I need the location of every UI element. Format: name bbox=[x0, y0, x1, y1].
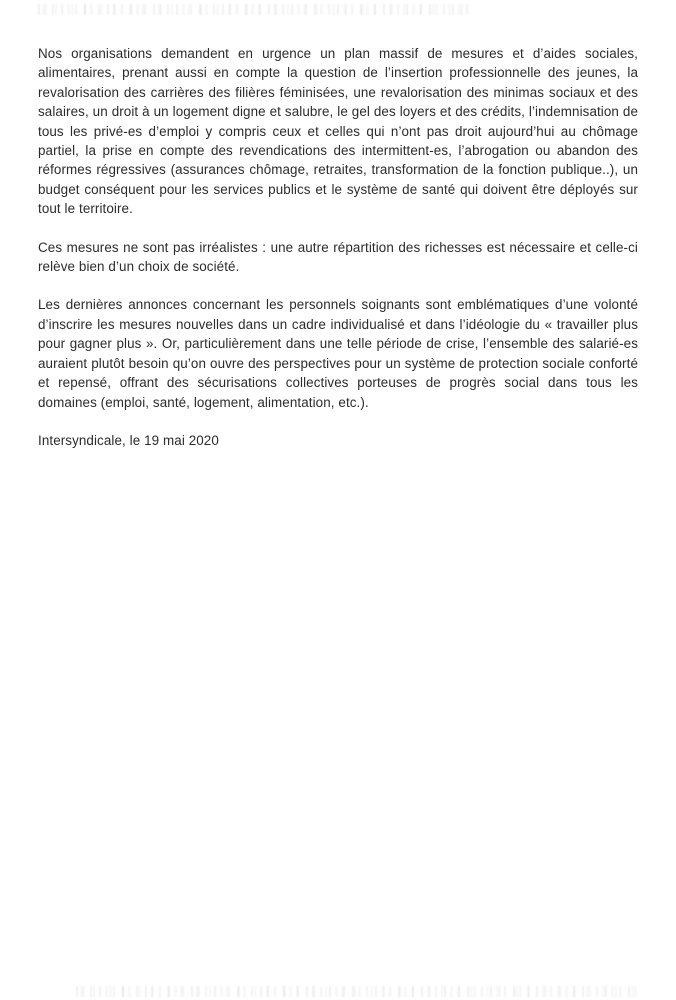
page-edge-scan-artifact-bottom bbox=[76, 986, 638, 997]
page-edge-scan-artifact-top bbox=[38, 4, 470, 15]
document-body bbox=[38, 44, 638, 469]
signature-line: Intersyndicale, le 19 mai 2020 bbox=[38, 432, 219, 448]
paragraph-personnels-soignants: Les dernières annonces concernant les personnels soignants sont emblématiques d’une volonté d’inscrire les mesures nouvelles dans un cadre individualisé et dans l’idéologie du « travailler plus pour gagner plus ». Or, particulièrement dans une telle période de crise, l’ensemble des salarié-es auraient plutôt besoin qu’on ouvre des perspectives pour un système de protection sociale conforté et repensé, offrant des sécurisations collectives porteuses de progrès social dans tous les domaines (emploi, santé, logement, alimentation, etc.). bbox=[38, 297, 638, 410]
paragraph-demands: Nos organisations demandent en urgence un plan massif de mesures et d’aides sociales, alimentaires, prenant aussi en compte la question de l’insertion professionnelle des jeunes, la revalorisation des carrières des filières féminisées, une revalorisation des minimas sociaux et des salaires, un droit à un logement digne et salubre, le gel des loyers et des crédits, l’indemnisation de tous les privé-es d’emploi y compris ceux et celles qui n’ont pas droit aujourd’hui au chômage partiel, la prise en compte des revendications des intermittent-es, l’abrogation ou abandon des réformes régressives (assurances chômage, retraites, transformation de la fonction publique..), un budget conséquent pour les services publics et le système de santé qui doivent être déployés sur tout le territoire. bbox=[38, 46, 638, 217]
paragraph-repartition-richesses: Ces mesures ne sont pas irréalistes : une autre répartition des richesses est nécessaire et celle-ci relève bien d’un choix de société. bbox=[38, 239, 638, 275]
